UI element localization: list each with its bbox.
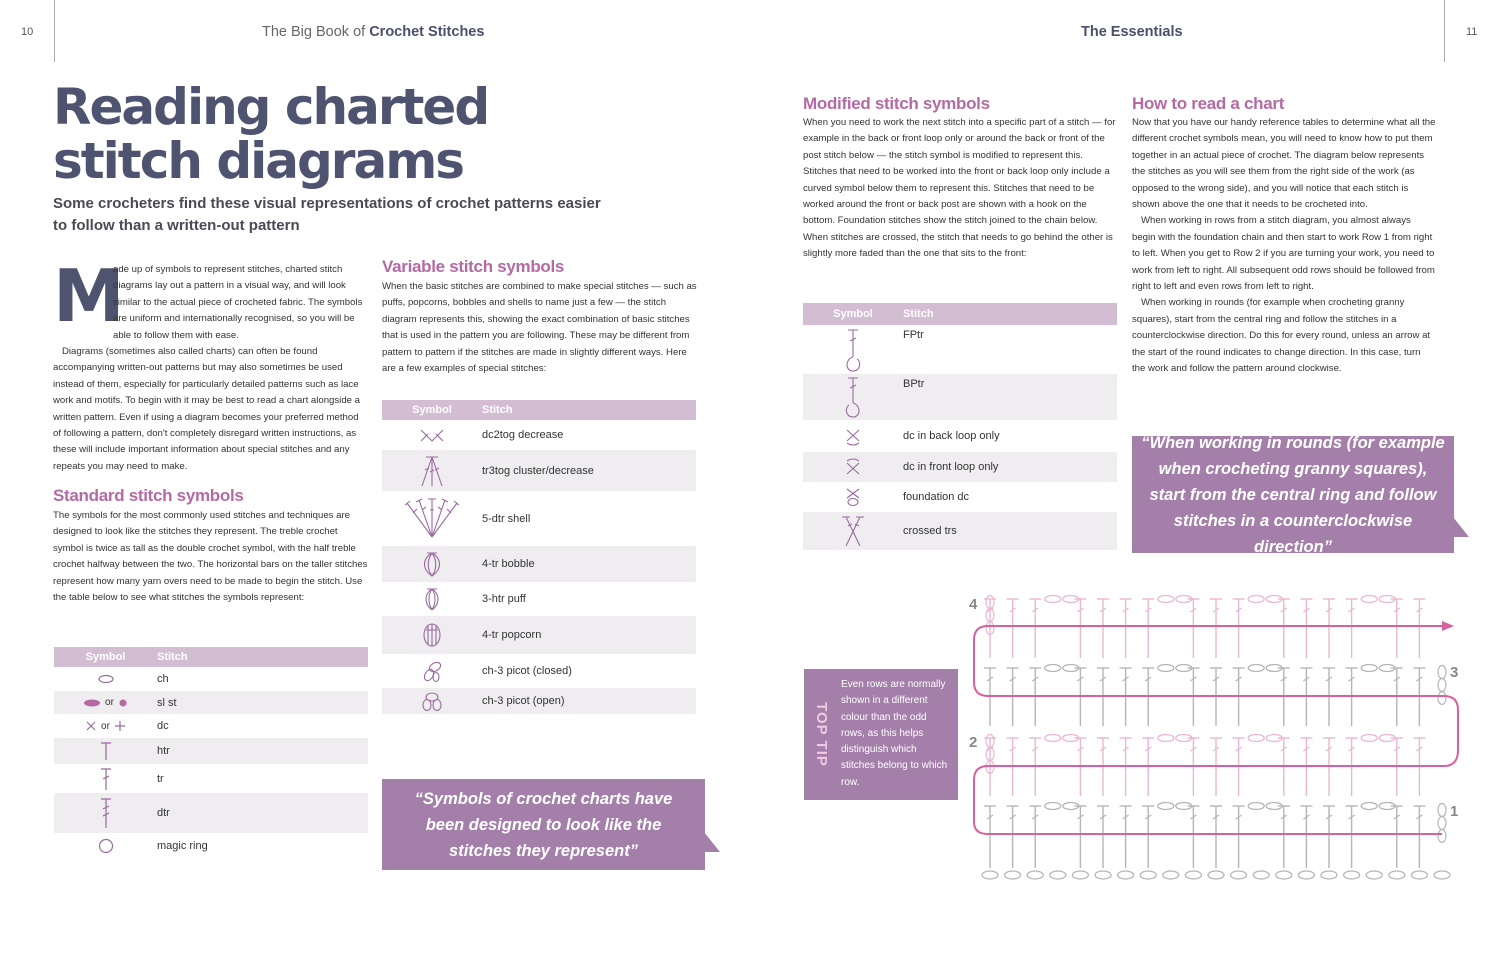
foundation-chain (1298, 871, 1314, 879)
stitch-name: tr (157, 772, 164, 785)
chain-stitch (1158, 735, 1174, 742)
section-title: The Essentials (1081, 24, 1183, 40)
pull-quote-left-tail (704, 832, 720, 854)
table-row (54, 764, 368, 793)
row-label-1: 1 (1450, 803, 1459, 820)
foundation-chain (1344, 871, 1360, 879)
chain-stitch (1361, 735, 1377, 742)
foundation-chain (1434, 871, 1450, 879)
foundation-dc-icon (803, 486, 903, 508)
turning-chain (1438, 666, 1446, 679)
turning-chain (1438, 692, 1446, 705)
back-post-treble-icon (803, 375, 903, 419)
chain-stitch (1361, 803, 1377, 810)
bobble-icon (382, 550, 482, 578)
double-crochet-icon (54, 719, 157, 733)
table-row (803, 420, 1117, 452)
foundation-chain (1231, 871, 1247, 879)
variable-heading: Variable stitch symbols (382, 257, 565, 276)
stitch-name: dc in back loop only (903, 430, 1000, 442)
chain-stitch (1361, 596, 1377, 603)
left-header-rule (54, 0, 55, 62)
howto-heading: How to read a chart (1132, 94, 1285, 113)
left-page-number: 10 (21, 26, 34, 38)
standard-col-symbol: Symbol (54, 647, 157, 667)
rows-chart-diagram (962, 588, 1472, 888)
howto-text (1132, 115, 1436, 378)
chain-icon (54, 673, 157, 685)
row-label-4: 4 (969, 596, 978, 613)
table-row (54, 714, 368, 738)
stitch-name: ch-3 picot (closed) (482, 665, 572, 677)
foundation-chain (1411, 871, 1427, 879)
stitch-name: 4-tr popcorn (482, 616, 696, 654)
book-title-prefix: The Big Book of (262, 24, 366, 40)
foundation-chain (1389, 871, 1405, 879)
popcorn-icon (382, 621, 482, 649)
table-row (382, 491, 696, 546)
intro-text (53, 254, 369, 475)
back-loop-icon (803, 426, 903, 446)
front-post-treble-icon (803, 327, 903, 373)
half-treble-icon (54, 740, 157, 762)
picot-closed-icon (382, 659, 482, 683)
stitch-name: dc in front loop only (903, 452, 1117, 482)
table-row (54, 833, 368, 859)
table-row (54, 738, 368, 764)
intro-paragraph-1: ade up of symbols to represent stitches, charted stitch diagrams lay out a pattern in a visual way, and will look similar to the actual piece of crocheted fabric. The symbols are uniform and internationally recognised, so you will be able to follow them with ease. (113, 264, 363, 341)
table-row (382, 546, 696, 582)
table-row (382, 420, 696, 450)
page-title-line-2: stitch diagrams (53, 132, 464, 190)
table-row (803, 452, 1117, 482)
stitch-name: foundation dc (903, 491, 970, 503)
table-row (54, 793, 368, 833)
modified-col-stitch: Stitch (903, 303, 1117, 325)
picot-open-icon (382, 690, 482, 712)
stitch-name: ch (157, 673, 169, 685)
foundation-chain (1276, 871, 1292, 879)
row-label-3: 3 (1450, 664, 1459, 681)
top-tip-text: Even rows are normally shown in a different colour than the odd rows, as this helps distinguish which stitches belong to which row. (841, 679, 948, 788)
book-title (262, 24, 484, 40)
double-treble-icon (54, 796, 157, 830)
modified-col-symbol: Symbol (803, 303, 903, 325)
stitch-name: BPtr (903, 374, 1117, 420)
subtitle: Some crocheters find these visual representations of crochet patterns easier to follow than a written-out pattern (53, 195, 601, 234)
shell-icon (382, 497, 482, 541)
drop-cap: M (53, 254, 125, 338)
stitch-name: 5-dtr shell (482, 512, 531, 525)
turning-chain (1438, 679, 1446, 692)
table-row (803, 325, 1117, 374)
standard-col-stitch: Stitch (157, 647, 368, 667)
page-title-line-1: Reading charted (53, 78, 489, 136)
howto-paragraph-1: Now that you have our handy reference tables to determine what all the different crochet symbols mean, you will need to know how to put them together in an actual piece of crochet. The diagram below represents the stitches as you will see them from the right side of the work (as opposed to the wrong side), and you will notice that each stitch is shown above the one that it needs to be crocheted into. (1132, 117, 1436, 211)
stitch-name: dc2tog decrease (482, 429, 564, 441)
howto-paragraph-2: When working in rows from a stitch diagram, you almost always begin with the foundation chain and then start to work Row 1 from right to left. When you get to Row 2 if you are turning your work, you need to work from left to right. All subsequent odd rows should be followed from right to left and even rows from left to right. (1132, 215, 1435, 293)
turning-chain (1438, 804, 1446, 817)
stitch-name: crossed trs (903, 512, 1117, 550)
top-tip-box (804, 669, 958, 800)
variable-col-symbol: Symbol (382, 400, 482, 420)
top-tip-label: TOP TIP (812, 702, 830, 767)
foundation-chain (1118, 871, 1134, 879)
chain-stitch (1045, 596, 1061, 603)
foundation-chain (1163, 871, 1179, 879)
table-row (382, 654, 696, 688)
pull-quote-right: “When working in rounds (for example when crocheting granny squares), start from the central ring and follow stitches in a counterclockwise direction” (1132, 436, 1454, 553)
stitch-name: dc (157, 720, 169, 732)
right-header-rule (1444, 0, 1445, 62)
stitch-name: dtr (157, 793, 368, 833)
table-row (382, 688, 696, 714)
foundation-chain (1140, 871, 1156, 879)
standard-symbol-table (54, 647, 368, 859)
foundation-chain (982, 871, 998, 879)
modified-heading: Modified stitch symbols (803, 94, 990, 113)
chain-stitch (1158, 803, 1174, 810)
puff-icon (382, 586, 482, 612)
howto-paragraph-3: When working in rounds (for example when crocheting granny squares), start from the central ring and follow the stitches in a counterclockwise direction. Do this for every round, unless an arrow at the start of the round indicates to change direction. In this case, turn the work and follow the pattern around clockwise. (1132, 297, 1431, 375)
table-row (382, 450, 696, 491)
chain-stitch (1248, 596, 1264, 603)
stitch-name: htr (157, 738, 368, 764)
right-page-number: 11 (1466, 26, 1478, 38)
foundation-chain (1253, 871, 1269, 879)
foundation-chain (1095, 871, 1111, 879)
row-label-2: 2 (969, 734, 978, 751)
chart-arrow-icon (1442, 621, 1454, 631)
stitch-name: 4-tr bobble (482, 546, 696, 582)
foundation-chain (1050, 871, 1066, 879)
treble-icon (54, 766, 157, 792)
standard-heading: Standard stitch symbols (53, 486, 244, 505)
modified-symbol-table (803, 303, 1117, 550)
chain-stitch (1361, 665, 1377, 672)
turning-chain (1438, 817, 1446, 830)
chain-stitch (1045, 665, 1061, 672)
tr3tog-icon (382, 454, 482, 488)
variable-symbol-table (382, 400, 696, 714)
stitch-name: FPtr (903, 329, 924, 341)
chain-stitch (1248, 735, 1264, 742)
pull-quote-left: “Symbols of crochet charts have been designed to look like the stitches they represent” (382, 779, 705, 870)
modified-text: When you need to work the next stitch into a specific part of a stitch — for example in the back or front loop only or around the back or front of the post stitch below — the stitch symbol is modified to represent this. Stitches that need to be worked into the front or back loop only include a curved symbol below them to represent this. Stitches that need to be worked around the front or back post are shown with a hook on the bottom. Foundation stitches show the stitch joined to the chain below. When stitches are crossed, the stitch that needs to go behind the other is slightly more faded than the one that sits to the front: (803, 117, 1116, 260)
stitch-name: ch-3 picot (open) (482, 688, 696, 714)
crossed-trebles-icon (803, 514, 903, 548)
book-title-bold: Crochet Stitches (369, 24, 485, 40)
foundation-chain (1005, 871, 1021, 879)
standard-text: The symbols for the most commonly used stitches and techniques are designed to look like the stitches they represent. The treble crochet symbol is twice as tall as the double crochet symbol, with the half treble crochet halfway between the two. The horizontal bars on the taller stitches represent how many yarn overs need to be made to begin the stitch. Use the table below to see what stitches the symbols represent: (53, 510, 368, 604)
magic-ring-icon (54, 837, 157, 855)
foundation-chain (1321, 871, 1337, 879)
foundation-chain (1366, 871, 1382, 879)
or-label: or (101, 720, 110, 732)
stitch-name: tr3tog cluster/decrease (482, 450, 696, 491)
foundation-chain (1208, 871, 1224, 879)
front-loop-icon (803, 457, 903, 477)
table-row (803, 482, 1117, 512)
table-row (803, 512, 1117, 550)
stitch-name: sl st (157, 691, 368, 714)
slip-stitch-icon (54, 697, 157, 708)
chain-stitch (1248, 665, 1264, 672)
or-label: or (105, 697, 114, 708)
foundation-chain (1027, 871, 1043, 879)
chain-stitch (1158, 596, 1174, 603)
table-row (54, 691, 368, 714)
chain-stitch (1248, 803, 1264, 810)
variable-text: When the basic stitches are combined to make special stitches — such as puffs, popcorns, bobbles and shells to name just a few — the stitch diagram represents this, showing the exact combination of basic stitches that is used in the pattern you are following. These may be different from pattern to pattern if the stitches are made in slightly different ways. Here are a few examples of special stitches: (382, 281, 697, 375)
dc2tog-icon (382, 426, 482, 444)
foundation-chain (1185, 871, 1201, 879)
stitch-name: 3-htr puff (482, 593, 526, 605)
table-row (54, 667, 368, 691)
stitch-name: magic ring (157, 840, 208, 852)
page-title (53, 80, 488, 188)
pull-quote-right-tail (1453, 517, 1469, 539)
table-row (382, 616, 696, 654)
foundation-chain (1072, 871, 1088, 879)
variable-col-stitch: Stitch (482, 400, 696, 420)
chain-stitch (1045, 735, 1061, 742)
chain-stitch (1045, 803, 1061, 810)
table-row (803, 374, 1117, 420)
turning-chain (1438, 830, 1446, 843)
intro-paragraph-2: Diagrams (sometimes also called charts) can often be found accompanying written-out patterns but may also sometimes be used instead of them, especially for particularly detailed patterns such as lace work and motifs. To begin with it may be best to read a chart alongside a written pattern. Even if using a diagram becomes your preferred method of following a pattern, don't completely disregard written instructions, as these will include important information about special stitches and any repeats you may need to make. (53, 346, 360, 472)
chain-stitch (1158, 665, 1174, 672)
table-row (382, 582, 696, 616)
